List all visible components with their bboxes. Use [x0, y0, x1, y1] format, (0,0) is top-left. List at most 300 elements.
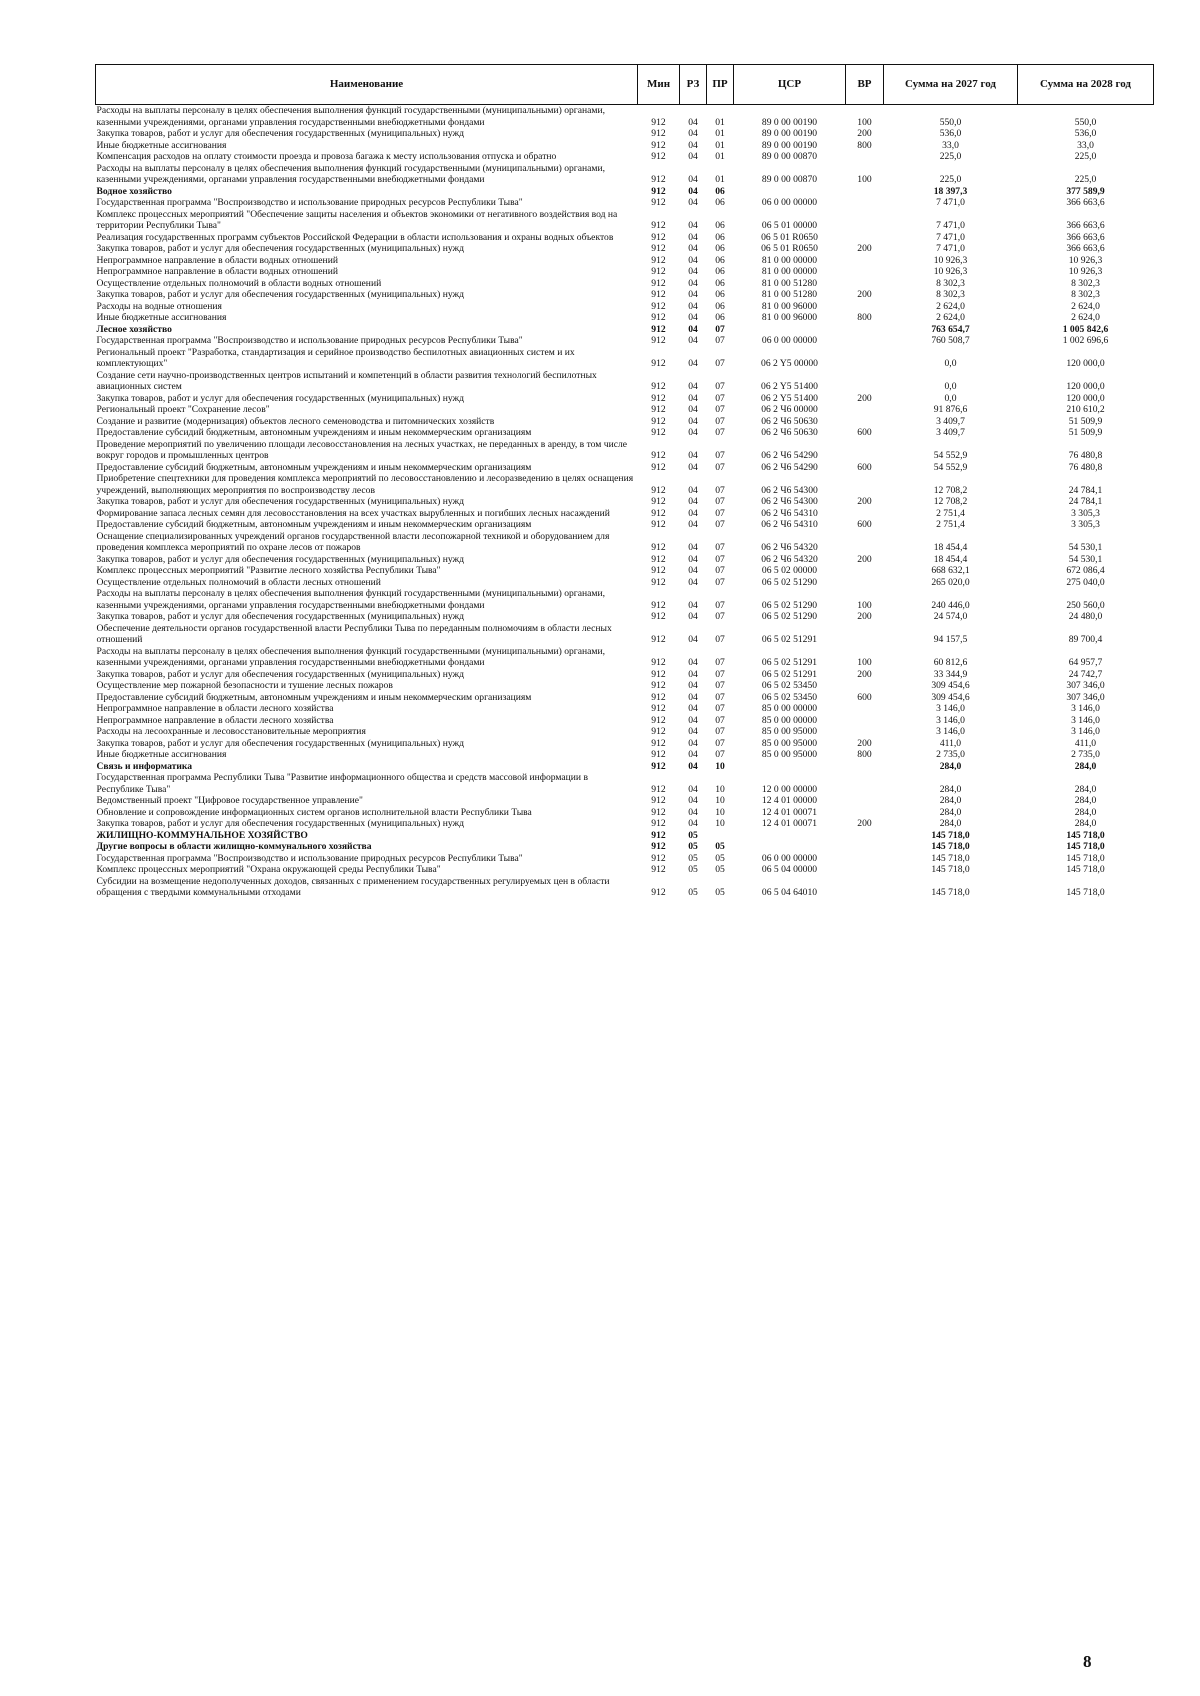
- cell-sum-2027: 309 454,6: [931, 680, 970, 691]
- cell-csr: 06 2 Y5 51400: [761, 392, 818, 404]
- cell-rz: 04: [688, 128, 698, 139]
- cell-min: 912: [651, 657, 666, 668]
- table-row: [96, 818, 1154, 830]
- cell-sum-2028: 2 735,0: [1071, 749, 1100, 760]
- cell-csr: 06 2 Y5 51400: [761, 381, 818, 392]
- cell-name: Закупка товаров, работ и услуг для обеспечения государственных (муниципальных) нужд: [96, 611, 465, 622]
- cell-csr: 06 5 01 00000: [761, 220, 818, 231]
- cell-vr: [846, 508, 884, 520]
- cell-name: Государственная программа "Воспроизводство и использование природных ресурсов Республики Тыва": [96, 852, 523, 864]
- cell-sum-2027: 2 624,0: [936, 300, 965, 312]
- cell-csr: 06 2 Ч6 54320: [761, 553, 818, 565]
- cell-min: 912: [651, 404, 666, 415]
- table-row: [96, 795, 1154, 807]
- cell-sum-2027: 94 157,5: [933, 634, 968, 645]
- cell-sum-2028: 51 509,9: [1068, 427, 1103, 438]
- cell-min: 912: [651, 496, 666, 507]
- cell-min: 912: [651, 484, 666, 496]
- cell-sum-2028: 8 302,3: [1071, 289, 1100, 300]
- cell-rz: 04: [688, 139, 698, 151]
- cell-name: Закупка товаров, работ и услуг для обеспечения государственных (муниципальных) нужд: [96, 496, 465, 507]
- cell-min: 912: [651, 818, 666, 829]
- cell-name: Создание сети научно-производственных центров испытаний и компетенций в области развития технологий беспилотных авиационных систем: [96, 369, 597, 392]
- cell-vr: 100: [857, 116, 872, 128]
- cell-sum-2027: 536,0: [939, 128, 962, 139]
- cell-min: 912: [651, 680, 666, 691]
- cell-vr: 200: [857, 553, 872, 565]
- cell-rz: 04: [688, 691, 698, 703]
- cell-sum-2028: 145 718,0: [1066, 852, 1105, 864]
- table-row: [96, 692, 1154, 704]
- cell-min: 912: [651, 634, 666, 645]
- cell-pr: 07: [715, 507, 725, 519]
- cell-min: 912: [651, 691, 666, 703]
- cell-vr: 200: [857, 128, 872, 139]
- cell-name: Закупка товаров, работ и услуг для обеспечения государственных (муниципальных) нужд: [96, 243, 465, 254]
- cell-name: Ведомственный проект "Цифровое государственное управление": [96, 795, 363, 806]
- cell-csr: 06 5 02 51290: [761, 576, 818, 588]
- cell-name: Закупка товаров, работ и услуг для обеспечения государственных (муниципальных) нужд: [96, 668, 465, 680]
- cell-vr: [846, 715, 884, 727]
- cell-name: Создание и развитие (модернизация) объектов лесного семеноводства и питомнических хозяйств: [96, 415, 495, 427]
- cell-min: 912: [651, 668, 666, 680]
- cell-pr: 10: [715, 818, 725, 829]
- table-row: [96, 565, 1154, 577]
- cell-sum-2027: 0,0: [944, 381, 957, 392]
- cell-rz: 04: [688, 484, 698, 496]
- cell-pr: [707, 830, 734, 842]
- cell-min: 912: [651, 714, 666, 726]
- cell-csr: 89 0 00 00870: [761, 174, 818, 185]
- cell-rz: 04: [688, 266, 698, 277]
- cell-rz: 04: [688, 668, 698, 680]
- cell-vr: 200: [857, 818, 872, 829]
- cell-rz: 04: [688, 680, 698, 691]
- cell-min: 912: [651, 151, 666, 162]
- cell-sum-2027: 2 735,0: [936, 749, 965, 760]
- cell-sum-2028: 377 589,9: [1066, 185, 1105, 197]
- cell-min: 912: [651, 300, 666, 312]
- cell-sum-2027: 284,0: [939, 783, 962, 795]
- cell-sum-2027: 60 812,6: [933, 657, 968, 668]
- cell-pr: 07: [715, 703, 725, 714]
- cell-sum-2028: 120 000,0: [1066, 392, 1105, 404]
- cell-min: 912: [651, 197, 666, 208]
- cell-min: 912: [651, 116, 666, 128]
- cell-sum-2028: 307 346,0: [1066, 680, 1105, 691]
- cell-csr: 89 0 00 00190: [761, 116, 818, 128]
- cell-sum-2027: 12 708,2: [933, 496, 968, 507]
- table-row: [96, 853, 1154, 865]
- cell-name: Закупка товаров, работ и услуг для обеспечения государственных (муниципальных) нужд: [96, 737, 465, 749]
- cell-csr: 06 2 Ч6 54300: [761, 496, 818, 507]
- cell-sum-2027: 240 446,0: [931, 599, 970, 611]
- cell-min: 912: [651, 806, 666, 818]
- cell-rz: 05: [688, 852, 698, 864]
- cell-name: Приобретение спецтехники для проведения комплекса мероприятий по лесовосстановлению и лесоразведению в целях оснащения учреждений, выполняющих мероприятия по воспроизводству лесов: [96, 473, 634, 496]
- table-row: [96, 715, 1154, 727]
- table-row: [96, 807, 1154, 819]
- cell-csr: 85 0 00 95000: [761, 726, 818, 737]
- cell-csr: 06 2 Ч6 00000: [761, 404, 818, 415]
- table-row: [96, 324, 1154, 336]
- cell-vr: [846, 209, 884, 232]
- cell-sum-2027: 8 302,3: [936, 289, 965, 300]
- cell-sum-2027: 145 718,0: [931, 841, 970, 852]
- cell-rz: 04: [688, 795, 698, 806]
- cell-name: Связь и информатика: [96, 760, 193, 772]
- cell-vr: [846, 726, 884, 738]
- header-name: Наименование: [96, 65, 638, 105]
- cell-name: Закупка товаров, работ и услуг для обеспечения государственных (муниципальных) нужд: [96, 392, 465, 404]
- cell-sum-2027: 33,0: [942, 139, 959, 151]
- cell-csr: [734, 841, 846, 853]
- cell-vr: 200: [857, 496, 872, 507]
- cell-sum-2028: 10 926,3: [1068, 266, 1103, 277]
- cell-sum-2028: 3 146,0: [1071, 726, 1100, 737]
- cell-rz: 04: [688, 427, 698, 438]
- table-row: [96, 163, 1154, 186]
- cell-rz: 05: [688, 829, 698, 841]
- cell-pr: 07: [715, 726, 725, 737]
- cell-min: 912: [651, 829, 666, 841]
- cell-rz: 04: [688, 507, 698, 519]
- cell-min: 912: [651, 323, 666, 335]
- cell-vr: [846, 416, 884, 428]
- cell-name: Региональный проект "Сохранение лесов": [96, 404, 270, 415]
- cell-name: Осуществление мер пожарной безопасности и тушение лесных пожаров: [96, 680, 393, 691]
- table-row: [96, 439, 1154, 462]
- cell-sum-2028: 8 302,3: [1071, 277, 1100, 289]
- cell-name: Субсидии на возмещение недополученных доходов, связанных с применением государственных регулируемых цен в области обращения с твердыми коммунальными отходами: [96, 875, 610, 898]
- cell-csr: 06 5 02 00000: [761, 565, 818, 576]
- cell-min: 912: [651, 703, 666, 714]
- cell-pr: 07: [715, 323, 725, 335]
- cell-pr: 07: [715, 680, 725, 691]
- cell-rz: 04: [688, 450, 698, 461]
- cell-pr: 10: [715, 806, 725, 818]
- cell-sum-2027: 411,0: [939, 737, 962, 749]
- cell-name: Расходы на лесоохранные и лесовосстановительные мероприятия: [96, 726, 366, 737]
- cell-pr: 07: [715, 496, 725, 507]
- cell-vr: [846, 347, 884, 370]
- cell-csr: [734, 830, 846, 842]
- cell-pr: 07: [715, 450, 725, 461]
- table-row: [96, 301, 1154, 313]
- cell-sum-2027: 3 409,7: [936, 415, 965, 427]
- cell-vr: 800: [857, 749, 872, 760]
- cell-rz: 04: [688, 174, 698, 185]
- cell-sum-2027: 225,0: [939, 174, 962, 185]
- cell-sum-2028: 10 926,3: [1068, 254, 1103, 266]
- cell-rz: 04: [688, 461, 698, 473]
- cell-pr: 06: [715, 289, 725, 300]
- cell-pr: 07: [715, 714, 725, 726]
- cell-min: 912: [651, 507, 666, 519]
- cell-rz: 04: [688, 749, 698, 760]
- cell-rz: 04: [688, 519, 698, 530]
- cell-vr: [846, 335, 884, 347]
- cell-pr: 06: [715, 220, 725, 231]
- cell-name: Государственная программа "Воспроизводство и использование природных ресурсов Республики Тыва": [96, 197, 523, 208]
- cell-vr: [846, 577, 884, 589]
- table-row: [96, 519, 1154, 531]
- cell-rz: 04: [688, 818, 698, 829]
- cell-vr: [846, 186, 884, 198]
- cell-pr: 06: [715, 266, 725, 277]
- cell-rz: 04: [688, 358, 698, 369]
- cell-sum-2028: 550,0: [1074, 116, 1097, 128]
- cell-min: 912: [651, 565, 666, 576]
- cell-min: 912: [651, 887, 666, 898]
- cell-name: Иные бюджетные ассигнования: [96, 312, 227, 323]
- cell-pr: 06: [715, 185, 725, 197]
- cell-rz: 04: [688, 714, 698, 726]
- cell-rz: 04: [688, 289, 698, 300]
- cell-vr: [846, 473, 884, 496]
- table-row: [96, 462, 1154, 474]
- cell-pr: 07: [715, 668, 725, 680]
- cell-sum-2027: 18 454,4: [933, 542, 968, 553]
- table-row: [96, 761, 1154, 773]
- cell-csr: 06 5 04 00000: [761, 864, 818, 875]
- cell-name: Компенсация расходов на оплату стоимости проезда и провоза багажа к месту использования отпуска и обратно: [96, 151, 557, 162]
- cell-vr: [846, 853, 884, 865]
- cell-pr: 07: [715, 381, 725, 392]
- cell-sum-2027: 91 876,6: [933, 404, 968, 415]
- cell-vr: 200: [857, 392, 872, 404]
- cell-min: 912: [651, 335, 666, 346]
- cell-sum-2028: 284,0: [1074, 806, 1097, 818]
- cell-rz: 04: [688, 806, 698, 818]
- cell-name: Закупка товаров, работ и услуг для обеспечения государственных (муниципальных) нужд: [96, 289, 465, 300]
- cell-sum-2028: 145 718,0: [1066, 864, 1105, 875]
- cell-sum-2027: 3 146,0: [936, 726, 965, 737]
- table-row: [96, 646, 1154, 669]
- cell-sum-2027: 8 302,3: [936, 277, 965, 289]
- cell-sum-2028: 3 305,3: [1071, 507, 1100, 519]
- cell-vr: 100: [857, 599, 872, 611]
- table-row: [96, 726, 1154, 738]
- cell-csr: 06 0 00 00000: [761, 852, 818, 864]
- cell-vr: [846, 439, 884, 462]
- cell-min: 912: [651, 519, 666, 530]
- cell-pr: 01: [715, 174, 725, 185]
- table-row: [96, 623, 1154, 646]
- header-pr: ПР: [707, 65, 734, 105]
- cell-sum-2027: 225,0: [939, 151, 962, 162]
- cell-rz: 04: [688, 116, 698, 128]
- cell-pr: 10: [715, 760, 725, 772]
- cell-csr: 12 4 01 00000: [761, 795, 818, 806]
- cell-rz: 05: [688, 864, 698, 875]
- cell-vr: 600: [857, 519, 872, 530]
- cell-sum-2028: 1 002 696,6: [1062, 335, 1109, 346]
- cell-rz: 04: [688, 323, 698, 335]
- budget-table: [95, 64, 1154, 899]
- cell-sum-2028: 54 530,1: [1068, 553, 1103, 565]
- cell-name: Осуществление отдельных полномочий в области лесных отношений: [96, 576, 381, 588]
- cell-sum-2028: 24 480,0: [1068, 611, 1103, 622]
- budget-table-page: [95, 64, 1153, 899]
- cell-min: 912: [651, 783, 666, 795]
- table-row: [96, 577, 1154, 589]
- table-row: [96, 508, 1154, 520]
- cell-vr: [846, 772, 884, 795]
- cell-name: Предоставление субсидий бюджетным, автономным учреждениям и иным некоммерческим организациям: [96, 691, 532, 703]
- table-body: [96, 105, 1154, 899]
- cell-vr: [846, 623, 884, 646]
- cell-name: Осуществление отдельных полномочий в области водных отношений: [96, 277, 382, 289]
- cell-rz: 04: [688, 185, 698, 197]
- cell-name: Непрограммное направление в области лесного хозяйства: [96, 714, 334, 726]
- cell-rz: 05: [688, 841, 698, 852]
- cell-min: 912: [651, 450, 666, 461]
- table-row: [96, 772, 1154, 795]
- cell-min: 912: [651, 415, 666, 427]
- cell-pr: 01: [715, 128, 725, 139]
- cell-sum-2028: 76 480,8: [1068, 450, 1103, 461]
- cell-sum-2028: 366 663,6: [1066, 243, 1105, 254]
- cell-name: Расходы на водные отношения: [96, 300, 222, 312]
- cell-sum-2027: 284,0: [939, 818, 962, 829]
- cell-name: Формирование запаса лесных семян для лесовосстановления на всех участках вырубленных и погибших лесных насаждений: [96, 507, 610, 519]
- cell-name: Обновление и сопровождение информационных систем органов исполнительной власти Республики Тыва: [96, 806, 532, 818]
- cell-csr: [734, 324, 846, 336]
- cell-csr: 85 0 00 00000: [761, 714, 818, 726]
- cell-name: Комплекс процессных мероприятий "Обеспечение защиты населения и объектов экономики от негативного воздействия вод на территории Республики Тыва": [96, 208, 618, 231]
- cell-rz: 04: [688, 392, 698, 404]
- cell-name: Непрограммное направление в области лесного хозяйства: [96, 703, 334, 714]
- cell-sum-2028: 2 624,0: [1071, 312, 1100, 323]
- cell-min: 912: [651, 542, 666, 553]
- cell-csr: 81 0 00 51280: [761, 277, 818, 289]
- cell-rz: 04: [688, 542, 698, 553]
- cell-rz: 04: [688, 300, 698, 312]
- cell-min: 912: [651, 174, 666, 185]
- table-row: [96, 496, 1154, 508]
- table-row: [96, 289, 1154, 301]
- table-row: [96, 255, 1154, 267]
- cell-min: 912: [651, 749, 666, 760]
- cell-rz: 04: [688, 726, 698, 737]
- cell-name: Предоставление субсидий бюджетным, автономным учреждениям и иным некоммерческим организациям: [96, 519, 532, 530]
- cell-pr: 07: [715, 415, 725, 427]
- cell-sum-2028: 54 530,1: [1068, 542, 1103, 553]
- cell-csr: 06 5 02 51291: [761, 668, 818, 680]
- cell-vr: [846, 565, 884, 577]
- cell-vr: [846, 830, 884, 842]
- cell-rz: 04: [688, 576, 698, 588]
- cell-pr: 07: [715, 599, 725, 611]
- cell-vr: 100: [857, 657, 872, 668]
- cell-vr: [846, 761, 884, 773]
- table-row: [96, 669, 1154, 681]
- cell-pr: 01: [715, 116, 725, 128]
- cell-name: Непрограммное направление в области водных отношений: [96, 254, 338, 266]
- cell-name: Государственная программа "Воспроизводство и использование природных ресурсов Республики Тыва": [96, 335, 523, 346]
- cell-sum-2027: 265 020,0: [931, 576, 970, 588]
- cell-pr: 01: [715, 139, 725, 151]
- table-row: [96, 531, 1154, 554]
- cell-rz: 04: [688, 599, 698, 611]
- cell-rz: 04: [688, 220, 698, 231]
- cell-name: Проведение мероприятий по увеличению площади лесовосстановления на лесных участках, не переданных в аренду, в том числе вокруг городов и промышленных центров: [96, 438, 628, 461]
- cell-csr: 06 2 Ч6 54300: [761, 484, 818, 496]
- cell-vr: 600: [857, 427, 872, 438]
- cell-min: 912: [651, 243, 666, 254]
- cell-sum-2028: 366 663,6: [1066, 197, 1105, 208]
- cell-pr: 07: [715, 392, 725, 404]
- cell-sum-2028: 366 663,6: [1066, 220, 1105, 231]
- cell-sum-2027: 10 926,3: [933, 266, 968, 277]
- cell-csr: 06 0 00 00000: [761, 335, 818, 346]
- cell-sum-2027: 284,0: [939, 795, 962, 806]
- cell-sum-2027: 145 718,0: [931, 887, 970, 898]
- table-row: [96, 347, 1154, 370]
- cell-rz: 04: [688, 415, 698, 427]
- cell-min: 912: [651, 553, 666, 565]
- cell-sum-2027: 145 718,0: [931, 829, 970, 841]
- cell-sum-2028: 536,0: [1074, 128, 1097, 139]
- cell-pr: 07: [715, 484, 725, 496]
- cell-sum-2027: 2 751,4: [936, 519, 965, 530]
- cell-csr: 12 4 01 00071: [761, 818, 818, 829]
- cell-name: Расходы на выплаты персоналу в целях обеспечения выполнения функций государственными (муниципальными) органами, казенными учреждениями, органами управления государственными внебюджетными фондами: [96, 645, 605, 668]
- cell-rz: 04: [688, 151, 698, 162]
- cell-name: Оснащение специализированных учреждений органов государственной власти лесопожарной техникой и оборудованием для проведения комплекса мероприятий по охране лесов от пожаров: [96, 530, 610, 553]
- table-row: [96, 738, 1154, 750]
- cell-csr: 06 2 Ч6 54290: [761, 450, 818, 461]
- cell-rz: 04: [688, 197, 698, 208]
- cell-sum-2028: 51 509,9: [1068, 415, 1103, 427]
- cell-min: 912: [651, 254, 666, 266]
- cell-sum-2027: 18 397,3: [933, 185, 968, 197]
- cell-pr: 07: [715, 404, 725, 415]
- cell-vr: 200: [857, 737, 872, 749]
- cell-csr: 06 2 Ч6 54310: [761, 507, 818, 519]
- table-row: [96, 611, 1154, 623]
- cell-min: 912: [651, 128, 666, 139]
- cell-min: 912: [651, 726, 666, 737]
- cell-rz: 04: [688, 312, 698, 323]
- cell-name: Закупка товаров, работ и услуг для обеспечения государственных (муниципальных) нужд: [96, 818, 465, 829]
- cell-rz: 04: [688, 381, 698, 392]
- cell-min: 912: [651, 576, 666, 588]
- cell-csr: 89 0 00 00190: [761, 139, 818, 151]
- table-header-row: [96, 65, 1154, 105]
- cell-rz: 04: [688, 335, 698, 346]
- cell-sum-2027: 12 708,2: [933, 484, 968, 496]
- cell-min: 912: [651, 852, 666, 864]
- cell-csr: 06 2 Ч6 50630: [761, 427, 818, 438]
- cell-pr: 05: [715, 887, 725, 898]
- cell-vr: 200: [857, 243, 872, 254]
- cell-vr: 800: [857, 139, 872, 151]
- table-row: [96, 266, 1154, 278]
- table-row: [96, 416, 1154, 428]
- cell-vr: [846, 864, 884, 876]
- cell-sum-2027: 0,0: [944, 392, 957, 404]
- cell-vr: 200: [857, 611, 872, 622]
- cell-name: Предоставление субсидий бюджетным, автономным учреждениям и иным некоммерческим организациям: [96, 461, 532, 473]
- table-row: [96, 128, 1154, 140]
- table-row: [96, 841, 1154, 853]
- cell-rz: 04: [688, 611, 698, 622]
- cell-sum-2027: 145 718,0: [931, 864, 970, 875]
- table-row: [96, 278, 1154, 290]
- cell-csr: 06 2 Ч6 54290: [761, 461, 818, 473]
